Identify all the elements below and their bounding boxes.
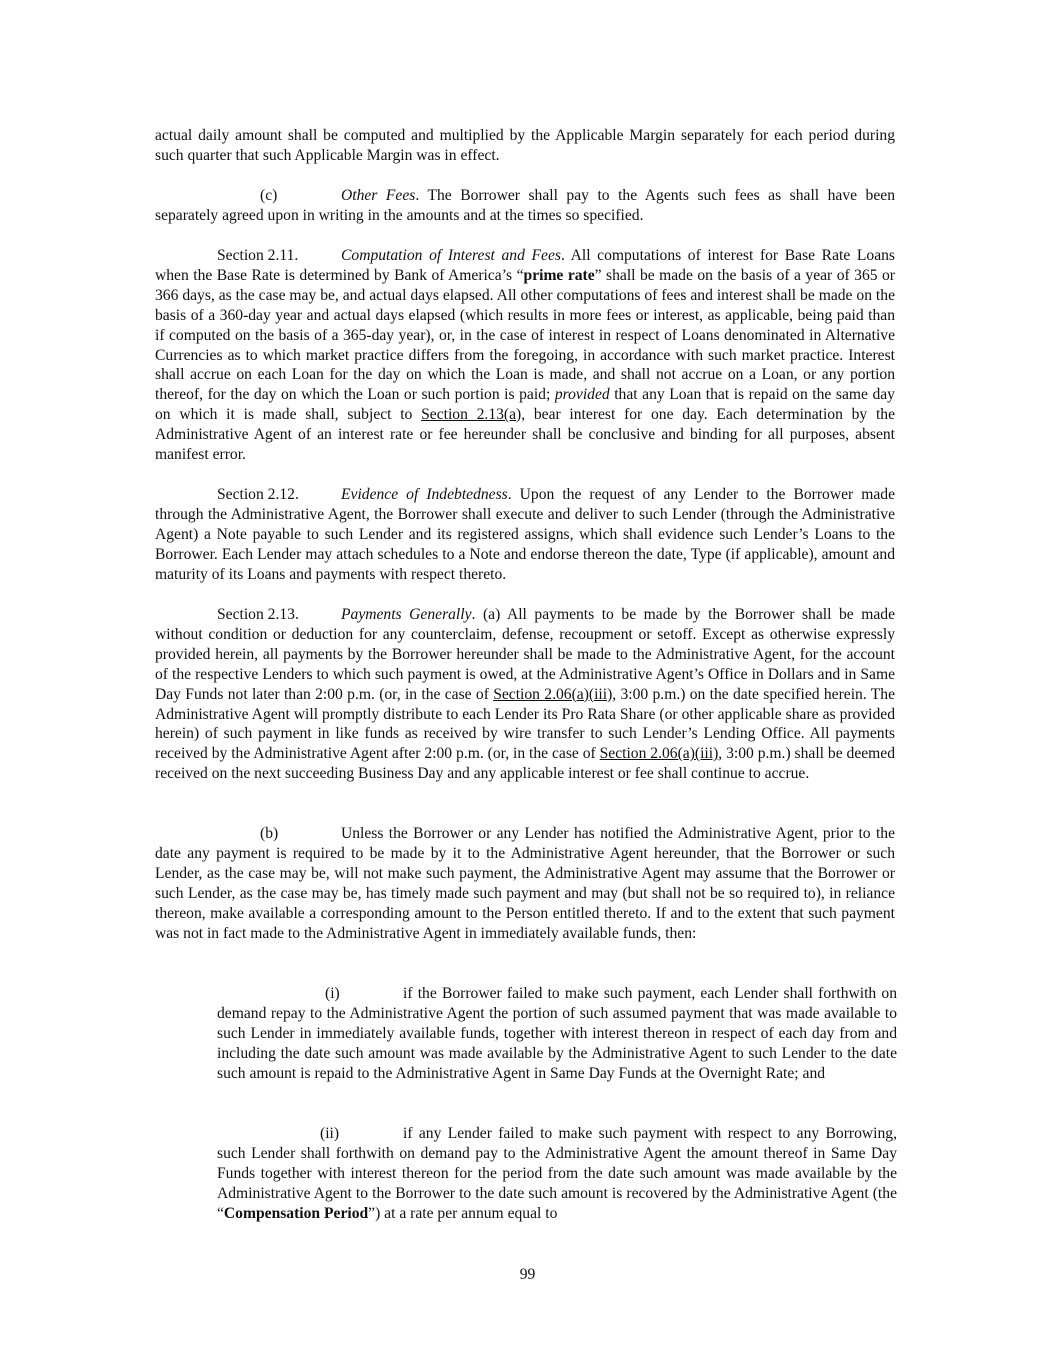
paragraph-ii: (ii) if any Lender failed to make such payment with respect to any Borrowing, such Lender shall forthwith on demand pay to the Administrative Agent the amount thereof in Same Day Funds together with interest thereon for the period from the date such amount was made available by the Administrative Agent to the Borrower to the date such amount is recovered by the Administrative Agent (the “Compensation Period”) at a rate per annum equal to xyxy=(217,1125,897,1222)
section-number: Section 2.12. xyxy=(217,486,299,503)
section-2-12: Section 2.12. Evidence of Indebtedness. Upon the request of any Lender to the Borrower made through the Administrative Agent, the Borrower shall execute and deliver to such Lender (through the Administrative Agent) a Note payable to such Lender and its registered assigns, which shall evidence such Lender’s Loans to the Borrower. Each Lender may attach schedules to a Note and endorse thereon the date, Type (if applicable), amount and maturity of its Loans and payments with respect thereto. xyxy=(155,486,895,583)
paragraph-text: if the Borrower failed to make such payment, each Lender shall forthwith on demand repay to the Administrative Agent the portion of such assumed payment that was made available to such Lender in immediately available funds, together with interest thereon in respect of each day from and including the date such amount was made available by the Administrative Agent to such Lender to the date such amount is repaid to the Administrative Agent in Same Day Funds at the Overnight Rate; and xyxy=(217,985,897,1082)
defined-term: Compensation Period xyxy=(223,1204,369,1222)
section-reference: Section 2.13(a xyxy=(421,406,517,424)
paragraph-text: . The Borrower shall pay to the Agents such fees as shall have been separately agreed upon in writing in the amounts and at the times so specified. xyxy=(155,187,895,224)
clause-label: (c) xyxy=(260,187,278,204)
section-reference: Section 2.06(a)(iii) xyxy=(493,685,613,703)
section-title: Payments Generally xyxy=(341,606,472,623)
paragraph-text: Unless the Borrower or any Lender has notified the Administrative Agent, prior to the date any payment is required to be made by it to the Administrative Agent hereunder, that the Borrower or such Lender, as the case may be, will not make such payment, the Administrative Agent may assume that the Borrower or such Lender, as the case may be, has timely made such payment and may (but shall not be so required to), in reliance thereon, make available a corresponding amount to the Person entitled thereto. If and to the extent that such payment was not in fact made to the Administrative Agent in immediately available funds, then: xyxy=(155,825,895,942)
paragraph-continued xyxy=(155,126,895,166)
section-title: Evidence of Indebtedness xyxy=(341,486,508,503)
page-number: 99 xyxy=(519,1266,536,1283)
defined-term: prime rate xyxy=(523,266,595,284)
section-number: Section 2.11. xyxy=(217,247,299,264)
paragraph-other-fees xyxy=(155,186,895,226)
paragraph-b xyxy=(155,824,895,943)
clause-label: (ii) xyxy=(320,1125,340,1142)
clause-title: Other Fees xyxy=(341,187,416,204)
section-title: Computation of Interest and Fees xyxy=(341,247,561,264)
section-2-11: Section 2.11. Computation of Interest and Fees. All computations of interest for Base Rate Loans when the Base Rate is determined by Bank of America’s “prime rate” shall be made on the basis of a year of 365 or 366 days, as the case may be, and actual days elapsed. All other computations of fees and interest shall be made on the basis of a 360-day year and actual days elapsed (which results in more fees or interest, as applicable, being paid than if computed on the basis of a 365-day year), or, in the case of interest in respect of Loans denominated in Alternative Currencies as to which market practice differs from the foregoing, in accordance with such market practice. Interest shall accrue on each Loan for the day on which the Loan is made, and shall not accrue on a Loan, or any portion thereof, for the day on which the Loan or such portion is paid; provided that any Loan that is repaid on the same day on which it is made shall, subject to Section 2.13(a), bear interest for one day. Each determination by the Administrative Agent of an interest rate or fee hereunder shall be conclusive and binding for all purposes, absent manifest error. xyxy=(155,247,896,464)
clause-label: (b) xyxy=(260,825,279,842)
paragraph-text: actual daily amount shall be computed and multiplied by the Applicable Margin separately for each period during such quarter that such Applicable Margin was in effect. xyxy=(155,127,895,164)
clause-label: (i) xyxy=(325,985,340,1002)
section-2-13: Section 2.13. Payments Generally. (a) All payments to be made by the Borrower shall be made without condition or deduction for any counterclaim, defense, recoupment or setoff. Except as otherwise expressly provided herein, all payments by the Borrower hereunder shall be made to the Administrative Agent, for the account of the respective Lenders to which such payment is owed, at the Administrative Agent’s Office in Dollars and in Same Day Funds not later than 2:00 p.m. (or, in the case of Section 2.06(a)(iii), 3:00 p.m.) on the date specified herein. The Administrative Agent will promptly distribute to each Lender its Pro Rata Share (or other applicable share as provided herein) of such payment in like funds as received by wire transfer to such Lender’s Lending Office. All payments received by the Administrative Agent after 2:00 p.m. (or, in the case of Section 2.06(a)(iii), 3:00 p.m.) shall be deemed received on the next succeeding Business Day and any applicable interest or fee shall continue to accrue. xyxy=(155,606,896,783)
section-number: Section 2.13. xyxy=(217,606,299,623)
paragraph-i xyxy=(217,984,897,1084)
section-reference: Section 2.06(a)(iii) xyxy=(599,745,719,763)
